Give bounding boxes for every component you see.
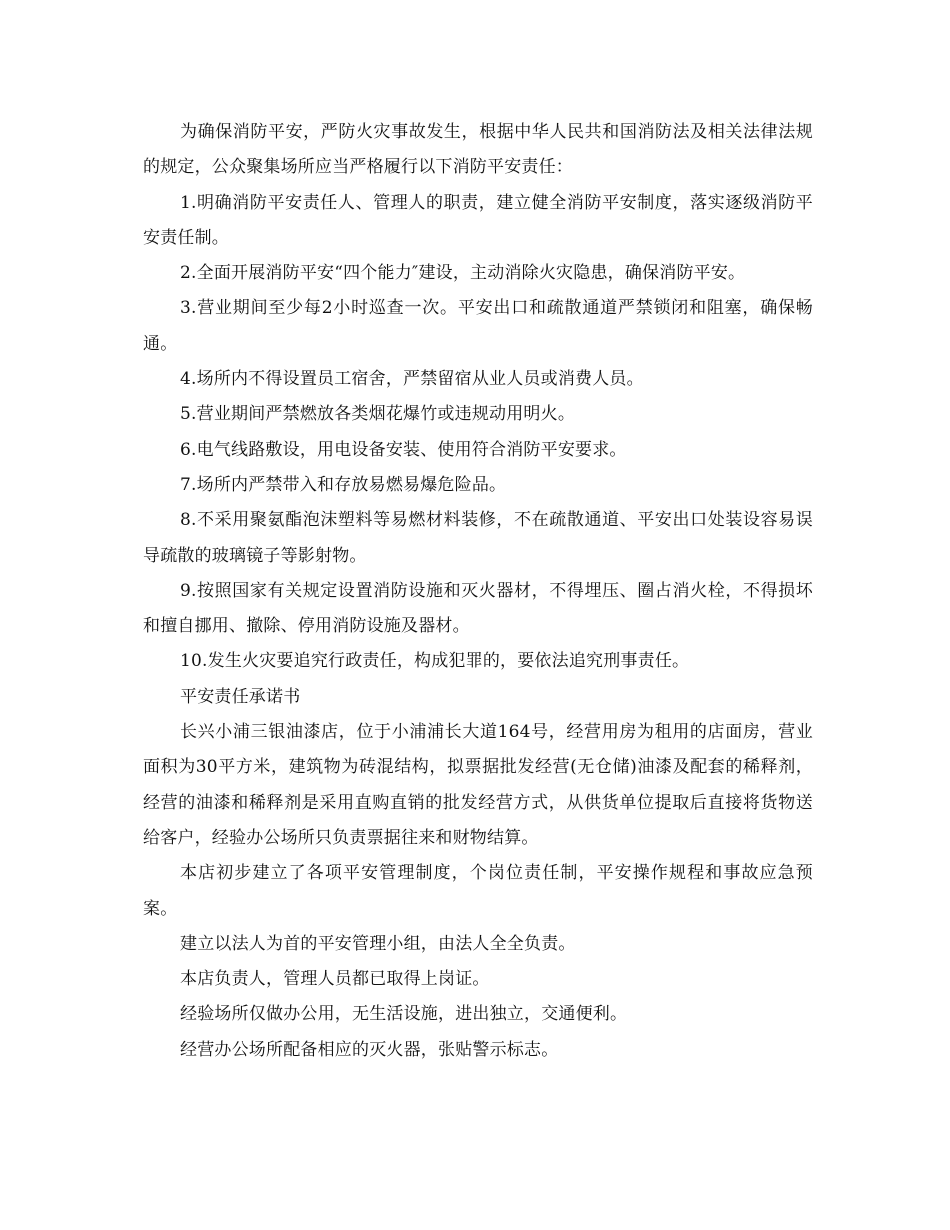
responsibility-item-8: 8.不采用聚氨酯泡沫塑料等易燃材料装修，不在疏散通道、平安出口处装设容易误导疏散的玻璃镜子等影射物。 [143,510,813,566]
extinguisher-paragraph: 经营办公场所配备相应的灭火器，张贴警示标志。 [180,1039,559,1060]
safety-group-paragraph: 建立以法人为首的平安管理小组，由法人全全负责。 [180,933,576,954]
office-usage-paragraph: 经验场所仅做办公用，无生活设施，进出独立，交通便利。 [180,1004,628,1025]
responsibility-item-3: 3.营业期间至少每2小时巡查一次。平安出口和疏散通道严禁锁闭和阻塞，确保畅通。 [143,298,813,354]
responsibility-item-5: 5.营业期间严禁燃放各类烟花爆竹或违规动用明火。 [180,404,576,425]
responsibility-item-9: 9.按照国家有关规定设置消防设施和灭火器材，不得埋压、圈占消火栓，不得损坏和擅自挪用、撤除、停用消防设施及器材。 [143,580,813,637]
responsibility-item-10: 10.发生火灾要追究行政责任，构成犯罪的，要依法追究刑事责任。 [180,651,690,672]
responsibility-item-6: 6.电气线路敷设，用电设备安装、使用符合消防平安要求。 [180,439,627,460]
section-heading: 平安责任承诺书 [180,686,301,707]
management-system-paragraph: 本店初步建立了各项平安管理制度，个岗位责任制，平安操作规程和事故应急预案。 [143,863,813,919]
intro-paragraph: 为确保消防平安，严防火灾事故发生，根据中华人民共和国消防法及相关法律法规的规定，公众聚集场所应当严格履行以下消防平安责任： [143,122,813,178]
responsibility-item-7: 7.场所内严禁带入和存放易燃易爆危险品。 [180,474,507,495]
responsibility-item-1: 1.明确消防平安责任人、管理人的职责，建立健全消防平安制度，落实逐级消防平安责任制。 [143,192,813,248]
responsibility-item-2: 2.全面开展消防平安“四个能力″建设，主动消除火灾隐患，确保消防平安。 [180,263,746,284]
shop-description-paragraph: 长兴小浦三银油漆店，位于小浦浦长大道164号，经营用房为租用的店面房，营业面积为30平方米，建筑物为砖混结构，拟票据批发经营(无仓储)油漆及配套的稀释剂，经营的油漆和稀释剂是采用直购直销的批发经营方式，从供货单位提取后直接将货物送给客户，经验办公场所只负责票据往来和财物结算。 [143,722,813,848]
certification-paragraph: 本店负责人，管理人员都已取得上岗证。 [180,969,490,990]
responsibility-item-4: 4.场所内不得设置员工宿舍，严禁留宿从业人员或消费人员。 [180,369,644,390]
document-page [143,115,813,1068]
